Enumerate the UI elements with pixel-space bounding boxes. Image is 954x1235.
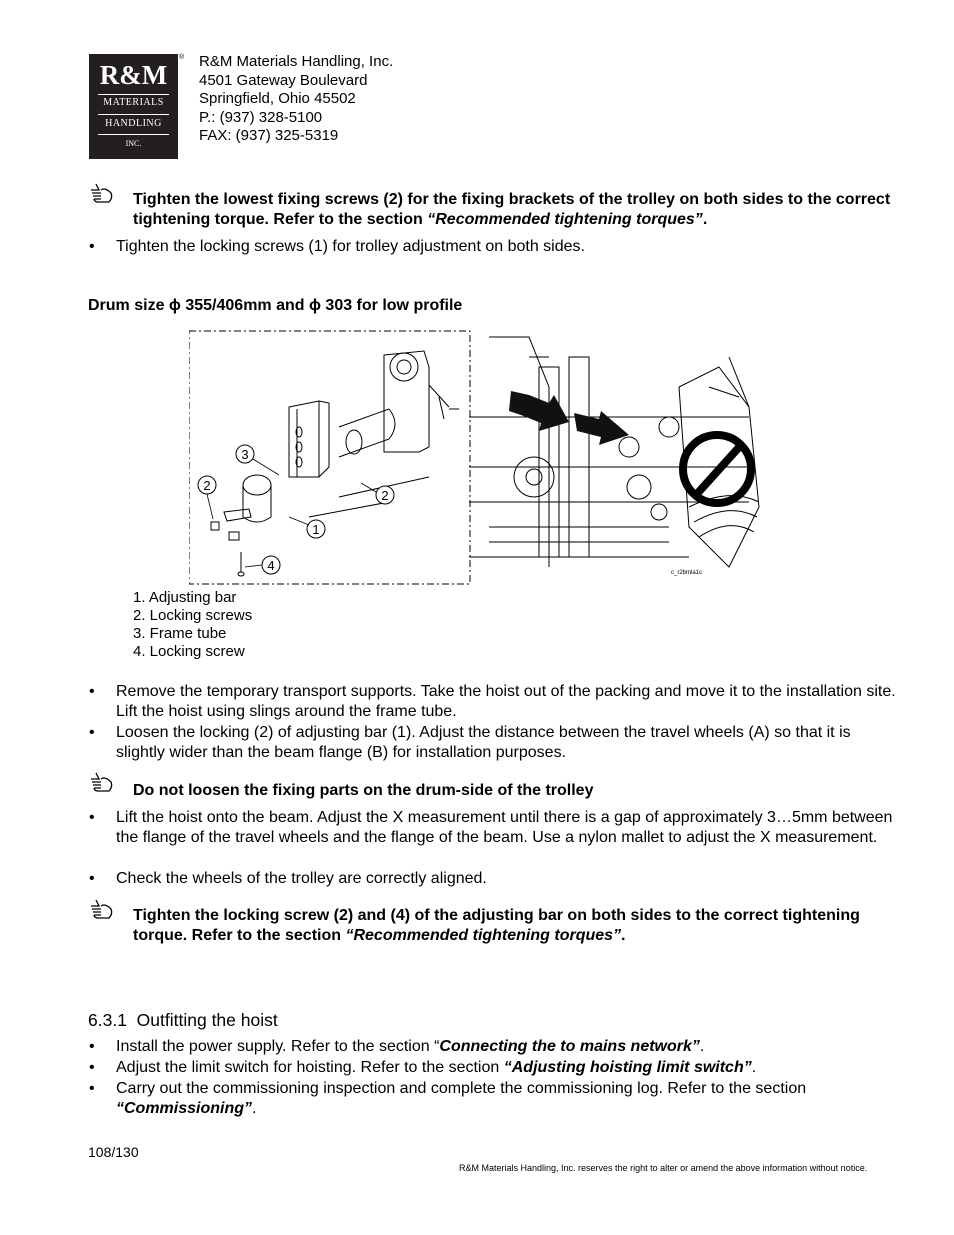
address-line: FAX: (937) 325-5319	[199, 127, 339, 144]
list-item: Remove the temporary transport supports. Take the hoist out of the packing and move it to the installation site. Lift the hoist using slings around the frame tube.	[116, 683, 896, 720]
address-line: P.: (937) 328-5100	[199, 108, 323, 126]
figure-legend	[133, 589, 252, 661]
list-item: Install the power supply. Refer to the section “Connecting the to mains network”.	[116, 1038, 705, 1055]
callout-label: 3	[241, 447, 249, 462]
page-number: 108/130	[88, 1144, 139, 1160]
address-line: Springfield, Ohio 45502	[199, 90, 356, 107]
address-line: R&M Materials Handling, Inc.	[199, 53, 394, 70]
pointing-hand-icon	[89, 897, 115, 923]
logo-line-handling: HANDLING	[105, 118, 162, 129]
section-heading	[88, 1010, 278, 1031]
legend-item: 3. Frame tube	[133, 625, 227, 642]
registered-mark: ®	[179, 54, 185, 61]
list-item: Loosen the locking (2) of adjusting bar (1). Adjust the distance between the travel wheels (A) so that it is slightly wider than the beam flange (B) for installation purposes.	[116, 724, 851, 761]
reference-link: “Recommended tightening torques”	[345, 927, 622, 944]
list-item: Check the wheels of the trolley are correctly aligned.	[116, 870, 487, 887]
pointing-hand-icon	[89, 181, 115, 207]
legend-item: 2. Locking screws	[133, 607, 253, 624]
pointing-hand-icon	[89, 770, 115, 796]
list-item: Tighten the locking screws (1) for trolley adjustment on both sides.	[116, 238, 585, 255]
section-number: 6.3.1	[88, 1010, 127, 1030]
note-do-not-loosen: Do not loosen the fixing parts on the drum-side of the trolley	[133, 782, 594, 799]
image-code: c_r2bmla1c	[671, 570, 703, 576]
legend-item: 1. Adjusting bar	[133, 589, 237, 606]
logo-line-inc: INC.	[125, 139, 142, 148]
section-title: Outfitting the hoist	[136, 1010, 278, 1030]
reference-link: “Recommended tightening torques”	[427, 211, 703, 228]
prohibited-sign-icon	[683, 435, 751, 503]
legend-item: 4. Locking screw	[133, 643, 245, 660]
reference-link: “Commissioning”	[116, 1100, 253, 1117]
note-tighten-locking-screw: Tighten the locking screw (2) and (4) of the adjusting bar on both sides to the correct tightening torque. Refer to the section “Recommended tightening torques”.	[133, 907, 860, 944]
reference-link: Connecting the to mains network”	[439, 1038, 700, 1055]
list-item: Lift the hoist onto the beam. Adjust the X measurement until there is a gap of approximately 3…5mm between the flange of the travel wheels and the flange of the beam. Use a nylon mallet to adjust the X measurement.	[116, 809, 893, 846]
footer-disclaimer: R&M Materials Handling, Inc. reserves the right to alter or amend the above information without notice.	[459, 1163, 868, 1173]
trolley-adjustment-figure	[189, 327, 769, 589]
callout-label: 4	[267, 558, 275, 573]
company-logo	[89, 54, 178, 159]
note-tighten-fixing-screws: Tighten the lowest fixing screws (2) for the fixing brackets of the trolley on both sides to the correct tightening torque. Refer to the section “Recommended tightening torques”.	[133, 191, 891, 228]
logo-monogram: R&M	[99, 60, 168, 90]
list-item: Adjust the limit switch for hoisting. Refer to the section “Adjusting hoisting limit switch”.	[116, 1059, 757, 1076]
address-line: 4501 Gateway Boulevard	[199, 71, 368, 89]
company-address	[199, 53, 393, 146]
list-item: Carry out the commissioning inspection and complete the commissioning log. Refer to the section “Commissioning”.	[116, 1080, 807, 1117]
callout-label: 2	[381, 488, 389, 503]
callout-label: 1	[312, 522, 320, 537]
logo-line-materials: MATERIALS	[103, 97, 164, 108]
callout-label: 2	[203, 478, 211, 493]
reference-link: “Adjusting hoisting limit switch”	[503, 1059, 752, 1076]
figure-caption: Drum size ϕ 355/406mm and ϕ 303 for low profile	[88, 297, 463, 314]
